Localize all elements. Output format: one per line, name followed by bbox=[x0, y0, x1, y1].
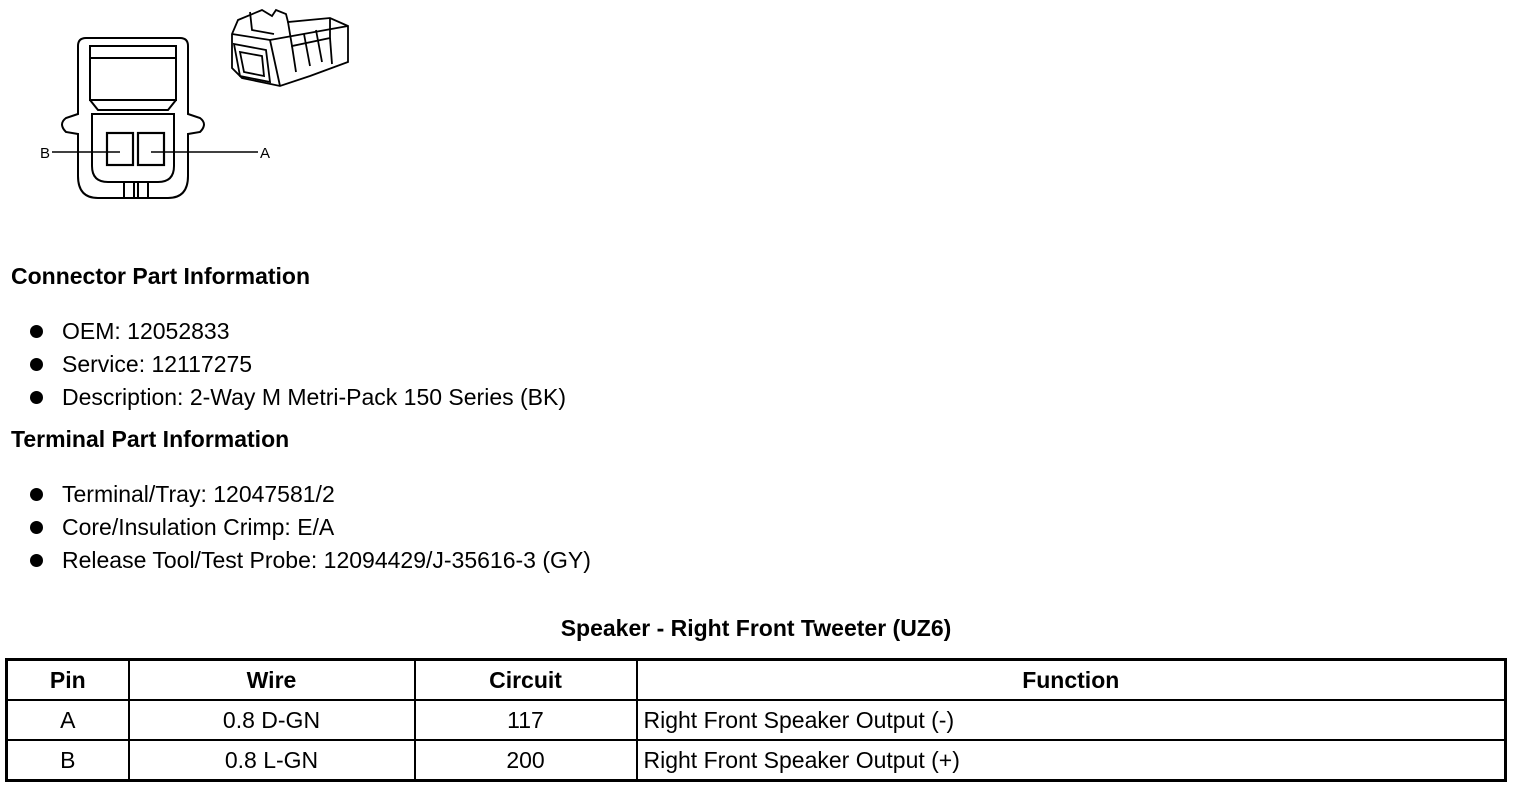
bullet-icon bbox=[30, 358, 43, 371]
circuit-cell: 200 bbox=[415, 740, 637, 781]
column-header-pin: Pin bbox=[7, 660, 129, 701]
table-row bbox=[7, 740, 1506, 781]
function-cell: Right Front Speaker Output (-) bbox=[637, 700, 1506, 740]
list-item bbox=[28, 381, 566, 414]
column-header-function: Function bbox=[637, 660, 1506, 701]
table-row bbox=[7, 700, 1506, 740]
connector-face-view bbox=[52, 38, 258, 198]
pin-a-label: A bbox=[260, 145, 271, 162]
list-item bbox=[28, 315, 566, 348]
connector-part-info-heading: Connector Part Information bbox=[11, 263, 311, 289]
list-item bbox=[28, 511, 591, 544]
table-header-row bbox=[7, 660, 1506, 701]
table-title: Speaker - Right Front Tweeter (UZ6) bbox=[560, 615, 952, 641]
wire-cell: 0.8 D-GN bbox=[129, 700, 415, 740]
column-header-wire: Wire bbox=[129, 660, 415, 701]
bullet-icon bbox=[30, 521, 43, 534]
connector-part-info-list bbox=[28, 315, 566, 414]
bullet-icon bbox=[30, 391, 43, 404]
connector-isometric-view bbox=[232, 10, 348, 86]
service-part-number: Service: 12117275 bbox=[62, 351, 253, 377]
core-insulation-crimp: Core/Insulation Crimp: E/A bbox=[62, 514, 335, 540]
pinout-table bbox=[5, 658, 1507, 782]
pin-b-label: B bbox=[40, 145, 51, 162]
bullet-icon bbox=[30, 554, 43, 567]
list-item bbox=[28, 478, 591, 511]
pin-cell: B bbox=[7, 740, 129, 781]
oem-part-number: OEM: 12052833 bbox=[62, 318, 230, 344]
wire-cell: 0.8 L-GN bbox=[129, 740, 415, 781]
connector-description: Description: 2-Way M Metri-Pack 150 Series (BK) bbox=[62, 384, 567, 410]
terminal-part-info-heading: Terminal Part Information bbox=[11, 426, 290, 452]
connector-diagram bbox=[30, 6, 370, 216]
bullet-icon bbox=[30, 325, 43, 338]
column-header-circuit: Circuit bbox=[415, 660, 637, 701]
release-tool-test-probe: Release Tool/Test Probe: 12094429/J-35616-3 (GY) bbox=[62, 547, 591, 573]
pin-cell: A bbox=[7, 700, 129, 740]
list-item bbox=[28, 348, 566, 381]
terminal-tray: Terminal/Tray: 12047581/2 bbox=[62, 481, 335, 507]
terminal-part-info-list bbox=[28, 478, 591, 577]
circuit-cell: 117 bbox=[415, 700, 637, 740]
list-item bbox=[28, 544, 591, 577]
bullet-icon bbox=[30, 488, 43, 501]
function-cell: Right Front Speaker Output (+) bbox=[637, 740, 1506, 781]
